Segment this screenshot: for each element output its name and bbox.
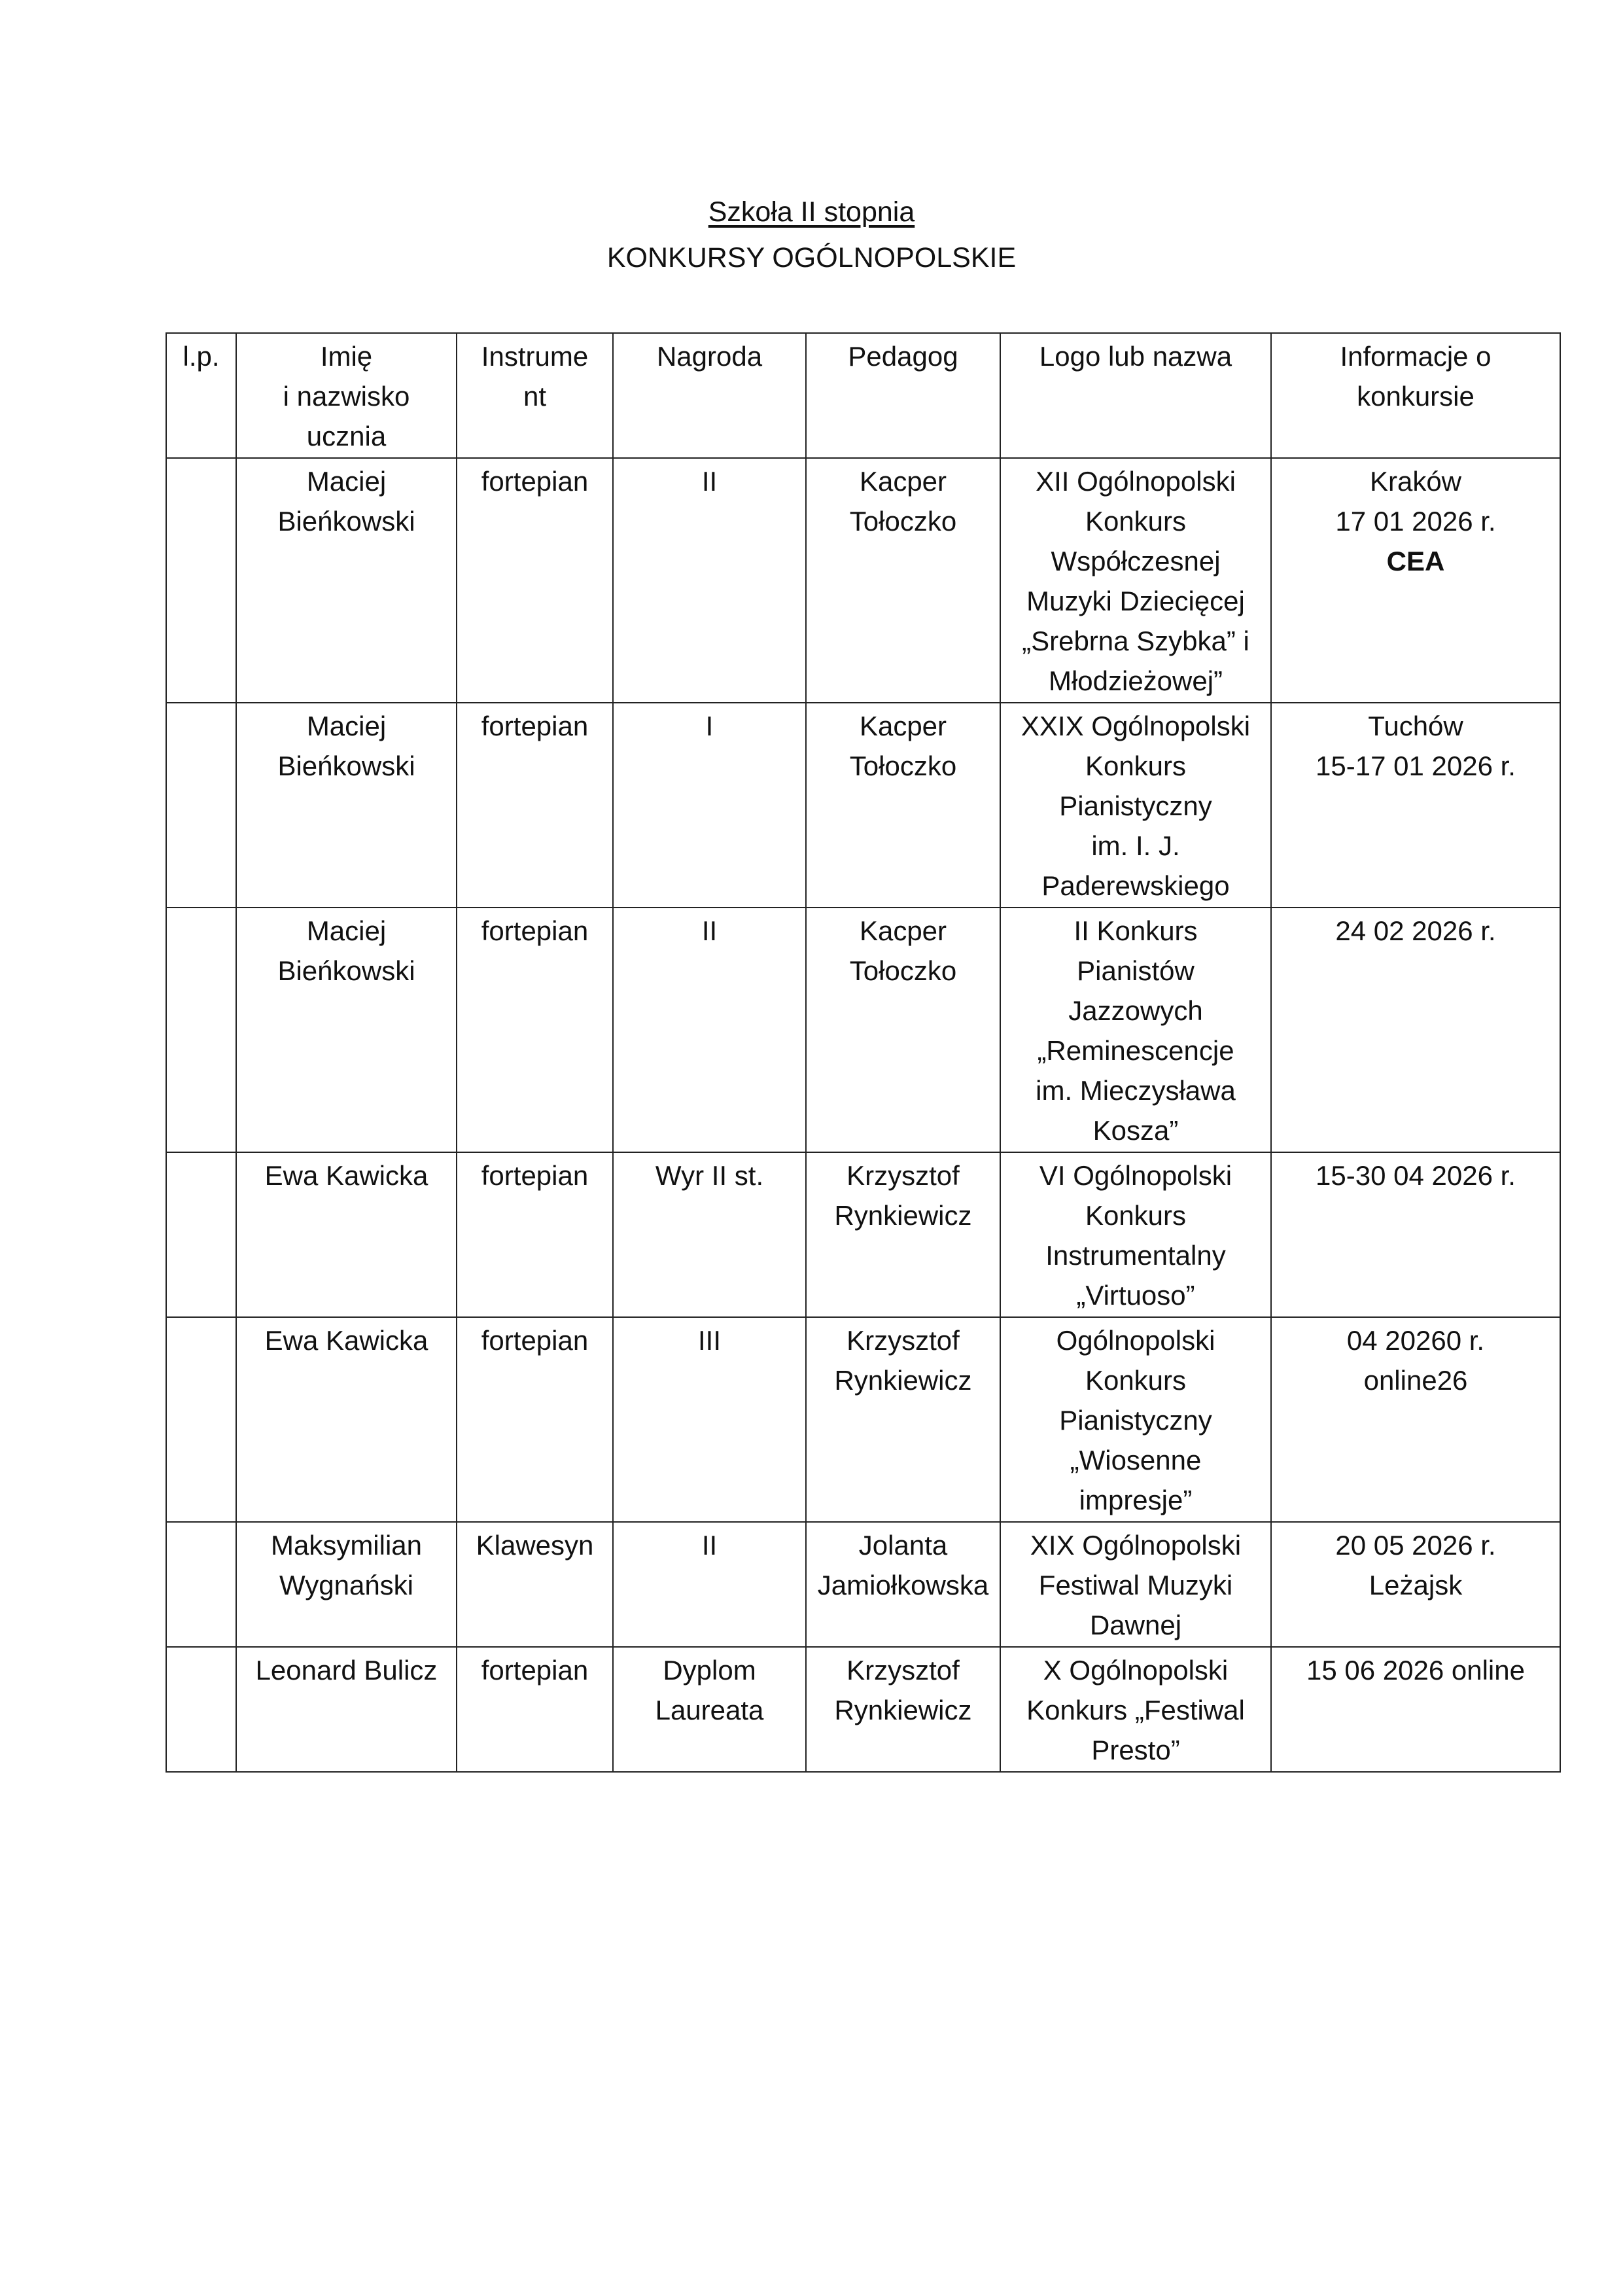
cell-instrument: fortepian <box>457 1317 613 1522</box>
column-header-lp: l.p. <box>166 333 236 458</box>
table-row <box>166 1317 1560 1522</box>
cell-instrument: fortepian <box>457 1152 613 1317</box>
column-header-student: Imię i nazwisko ucznia <box>236 333 457 458</box>
cell-teacher: Kacper Tołoczko <box>806 908 1000 1152</box>
cell-prize: III <box>613 1317 806 1522</box>
competitions-table <box>166 332 1561 1773</box>
cell-info-text: Kraków 17 01 2026 r. <box>1335 466 1496 537</box>
cell-student: Leonard Bulicz <box>236 1647 457 1772</box>
cell-teacher: Krzysztof Rynkiewicz <box>806 1647 1000 1772</box>
cell-lp <box>166 1647 236 1772</box>
cell-student: Ewa Kawicka <box>236 1317 457 1522</box>
cell-student: Ewa Kawicka <box>236 1152 457 1317</box>
cell-lp <box>166 1522 236 1647</box>
cell-instrument: fortepian <box>457 1647 613 1772</box>
cell-info: 24 02 2026 r. <box>1271 908 1560 1152</box>
cell-info: 15 06 2026 online <box>1271 1647 1560 1772</box>
cell-info: 15-30 04 2026 r. <box>1271 1152 1560 1317</box>
cell-prize: II <box>613 1522 806 1647</box>
table-row <box>166 1647 1560 1772</box>
cell-student: Maciej Bieńkowski <box>236 908 457 1152</box>
cell-teacher: Kacper Tołoczko <box>806 458 1000 703</box>
cell-competition: Ogólnopolski Konkurs Pianistyczny „Wiosenne impresje” <box>1000 1317 1271 1522</box>
cell-teacher: Jolanta Jamiołkowska <box>806 1522 1000 1647</box>
cell-student: Maciej Bieńkowski <box>236 703 457 908</box>
cell-student: Maksymilian Wygnański <box>236 1522 457 1647</box>
cell-lp <box>166 1317 236 1522</box>
cell-instrument: fortepian <box>457 908 613 1152</box>
cell-lp <box>166 908 236 1152</box>
cell-info-extra: CEA <box>1386 546 1445 576</box>
table-row <box>166 908 1560 1152</box>
cell-prize: II <box>613 908 806 1152</box>
cell-prize: I <box>613 703 806 908</box>
cell-info: Tuchów 15-17 01 2026 r. <box>1271 703 1560 908</box>
column-header-competition: Logo lub nazwa <box>1000 333 1271 458</box>
table-header-row <box>166 333 1560 458</box>
column-header-teacher: Pedagog <box>806 333 1000 458</box>
cell-instrument: fortepian <box>457 458 613 703</box>
cell-info <box>1271 458 1560 703</box>
column-header-instrument: Instrume nt <box>457 333 613 458</box>
cell-teacher: Krzysztof Rynkiewicz <box>806 1317 1000 1522</box>
document-subtitle: KONKURSY OGÓLNOPOLSKIE <box>606 242 1017 274</box>
table-row <box>166 1152 1560 1317</box>
cell-competition: II Konkurs Pianistów Jazzowych „Reminescencje im. Mieczysława Kosza” <box>1000 908 1271 1152</box>
cell-student: Maciej Bieńkowski <box>236 458 457 703</box>
cell-teacher: Krzysztof Rynkiewicz <box>806 1152 1000 1317</box>
cell-info: 20 05 2026 r. Leżajsk <box>1271 1522 1560 1647</box>
cell-competition: XII Ogólnopolski Konkurs Współczesnej Muzyki Dziecięcej „Srebrna Szybka” i Młodzieżowej” <box>1000 458 1271 703</box>
cell-competition: X Ogólnopolski Konkurs „Festiwal Presto” <box>1000 1647 1271 1772</box>
cell-info: 04 20260 r. online26 <box>1271 1317 1560 1522</box>
cell-lp <box>166 1152 236 1317</box>
cell-competition: XXIX Ogólnopolski Konkurs Pianistyczny im. I. J. Paderewskiego <box>1000 703 1271 908</box>
table-row <box>166 703 1560 908</box>
cell-competition: VI Ogólnopolski Konkurs Instrumentalny „Virtuoso” <box>1000 1152 1271 1317</box>
document-title: Szkoła II stopnia <box>708 196 915 228</box>
cell-prize: II <box>613 458 806 703</box>
cell-competition: XIX Ogólnopolski Festiwal Muzyki Dawnej <box>1000 1522 1271 1647</box>
table-row <box>166 1522 1560 1647</box>
cell-teacher: Kacper Tołoczko <box>806 703 1000 908</box>
cell-instrument: fortepian <box>457 703 613 908</box>
column-header-info: Informacje o konkursie <box>1271 333 1560 458</box>
cell-lp <box>166 703 236 908</box>
column-header-prize: Nagroda <box>613 333 806 458</box>
table-row <box>166 458 1560 703</box>
cell-lp <box>166 458 236 703</box>
cell-prize: Wyr II st. <box>613 1152 806 1317</box>
cell-instrument: Klawesyn <box>457 1522 613 1647</box>
cell-prize: Dyplom Laureata <box>613 1647 806 1772</box>
